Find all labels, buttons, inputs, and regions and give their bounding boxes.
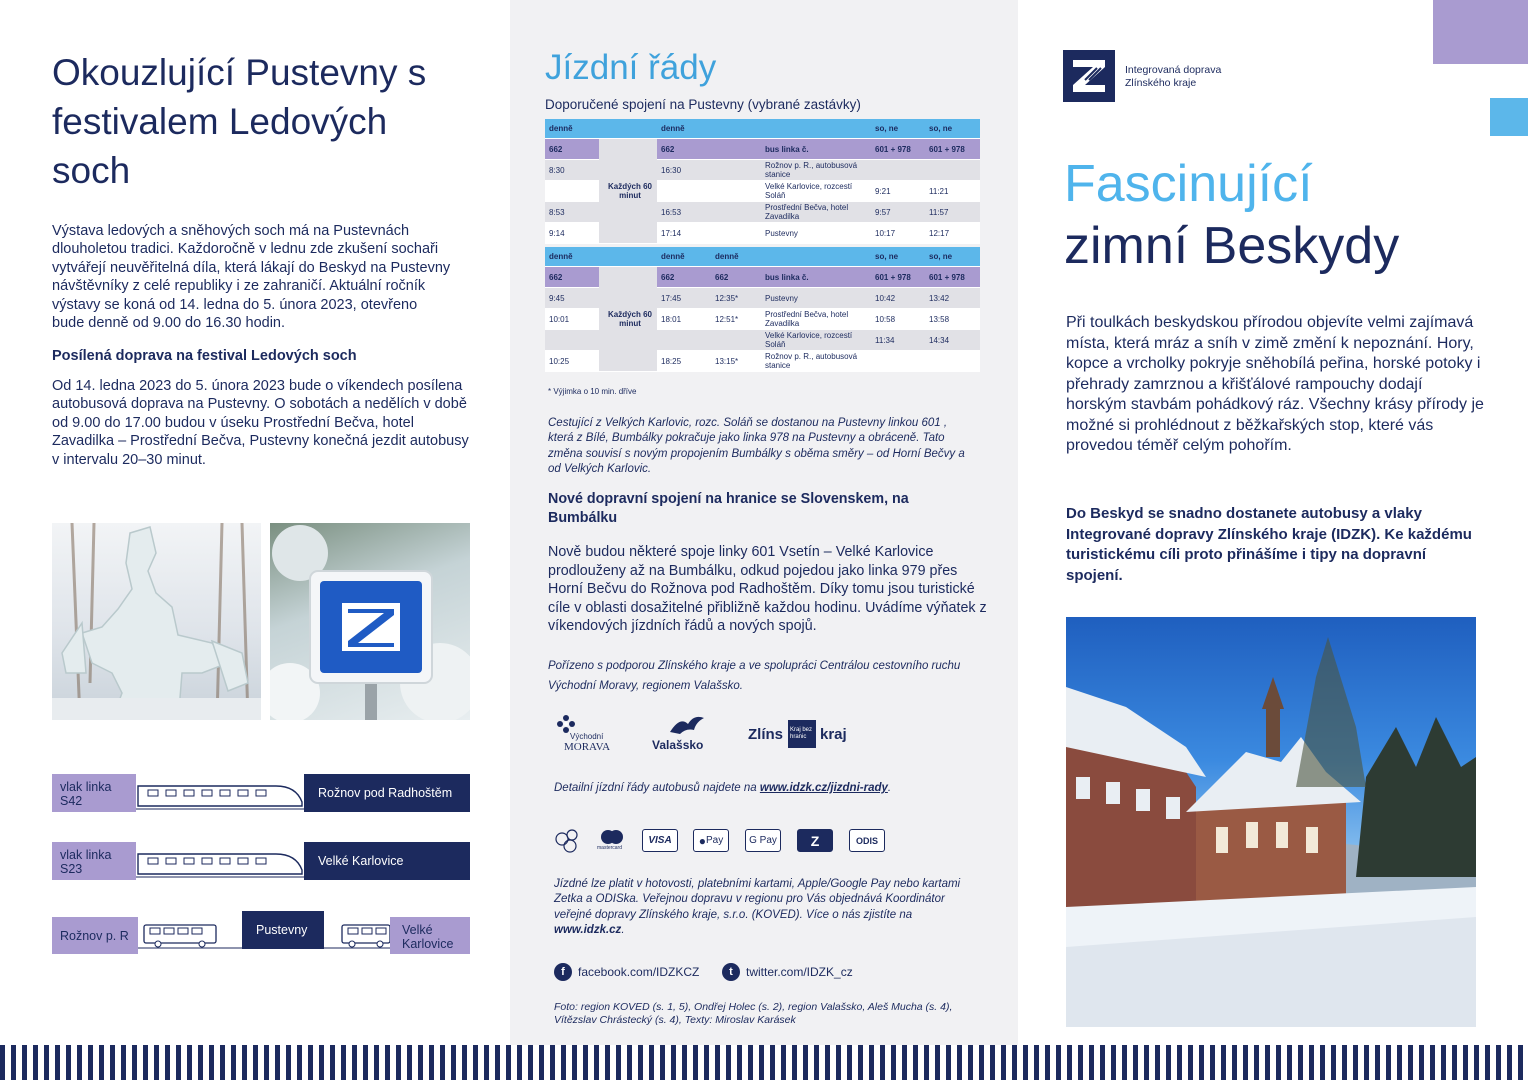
visa-icon: VISA	[642, 829, 678, 852]
route-train-s23-tag: vlak linka S23	[52, 842, 136, 880]
zetka-card-icon: Z	[797, 829, 833, 852]
facebook-label: facebook.com/IDZKCZ	[578, 965, 700, 979]
timetable-title: Jízdní řády	[545, 48, 717, 87]
table-cell: 13:15*	[711, 351, 761, 372]
train-icon	[136, 782, 304, 810]
left-transport-paragraph: Od 14. ledna 2023 do 5. února 2023 bude o víkendech posílena autobusová doprava na Pustevny. O sobotách a nedělích v době od 9.00 do 17.00 budou v úseku Prostřední Bečva, hotel Zavadilka – Prostřední Bečva, Pustevny konečná jezdit autobusy v intervalu 20–30 minut.	[52, 378, 469, 468]
table-line-row	[545, 139, 980, 160]
table-cell	[545, 181, 599, 202]
table-cell: 662	[711, 267, 761, 288]
route-destination-pustevny	[242, 911, 324, 949]
table-cell: 662	[545, 139, 599, 160]
route-destination-velke-karlovice	[304, 842, 470, 880]
route-bus-from-label: Rožnov p. R	[60, 928, 129, 943]
route-bus-from-tag	[52, 917, 138, 954]
table-cell: Prostřední Bečva, hotel Zavadilka	[761, 202, 871, 223]
photo-credits: Foto: region KOVED (s. 1, 5), Ondřej Holec (s. 2), region Valašsko, Aleš Mucha (s. 4), Vítězslav Chrástecký (s. 4), Texty: Miroslav Karásek	[554, 1001, 953, 1026]
cover-title	[1064, 153, 1504, 277]
timetable-subtitle: Doporučené spojení na Pustevny (vybrané zastávky)	[545, 97, 861, 112]
coins-icon	[554, 829, 586, 853]
bus-stop-sign-illustration	[270, 523, 470, 720]
bus-stop-sign-photo	[270, 523, 470, 720]
ice-sculpture-photo	[52, 523, 261, 720]
facebook-icon: f	[554, 963, 572, 981]
table-cell: 12:35*	[711, 288, 761, 309]
logo-text: Kraj bez hranic	[788, 720, 816, 748]
valassko-logo	[652, 714, 712, 754]
table-cell: Rožnov p. R., autobusová stanice	[761, 351, 871, 372]
table-cell: 9:57	[871, 202, 925, 223]
table-cell: 9:45	[545, 288, 599, 309]
table-cell: so, ne	[925, 247, 980, 267]
route-destination-velke-karlovice-label: Velké Karlovice	[318, 854, 404, 868]
apple-pay-label: Pay	[706, 835, 724, 846]
mastercard-icon	[597, 829, 627, 853]
table-cell	[925, 160, 980, 181]
table-cell: 14:34	[925, 330, 980, 351]
table-line-row	[545, 267, 980, 288]
logo-text: Zlíns	[748, 726, 784, 743]
table-cell: 662	[545, 267, 599, 288]
table-cell: 11:57	[925, 202, 980, 223]
table-cell: so, ne	[925, 119, 980, 139]
table-cell: denně	[545, 119, 599, 139]
table-cell: 10:25	[545, 351, 599, 372]
table-cell: 13:42	[925, 288, 980, 309]
zlinsky-kraj-logo	[748, 720, 858, 750]
table-cell: Velké Karlovice, rozcestí Soláň	[761, 330, 871, 351]
table-cell: 16:53	[657, 202, 761, 223]
table-cell: bus linka č.	[761, 267, 871, 288]
apple-pay-icon	[693, 829, 729, 852]
route-bus-to-tag: Velké Karlovice	[390, 917, 470, 954]
table-cell: 11:21	[925, 181, 980, 202]
facebook-link[interactable]	[554, 963, 699, 981]
logo-text: MORAVA	[564, 741, 611, 753]
bottom-stripe-border	[0, 1045, 1528, 1080]
train-icon	[136, 850, 304, 878]
timetable-link-text: Detailní jízdní řády autobusů najdete na	[554, 782, 757, 794]
table-cell: 13:58	[925, 309, 980, 330]
table-cell	[871, 160, 925, 181]
twitter-link[interactable]	[722, 963, 853, 981]
left-title: Okouzlující Pustevny s festivalem Ledových soch	[52, 52, 427, 191]
idzk-z-icon	[1063, 50, 1115, 102]
table-cell: 662	[657, 267, 711, 288]
bird-icon	[666, 714, 706, 738]
table-cell	[925, 351, 980, 372]
table-cell: 601 + 978	[925, 267, 980, 288]
table-cell: 10:42	[871, 288, 925, 309]
link-period: .	[887, 782, 892, 794]
payment-paragraph: Jízdné lze platit v hotovosti, platebními kartami, Apple/Google Pay nebo kartami Zetka a ODISka. Veřejnou dopravu v regionu pro Vás objednává Koordinátor veřejné dopravy Zlínského kraje, s.r.o. (KOVED). Více o nás zjistíte na www.idzk.cz.	[554, 878, 961, 937]
ice-sculpture-illustration	[52, 523, 261, 720]
table-cell: 18:01	[657, 309, 711, 330]
table-cell: 17:45	[657, 288, 711, 309]
route-train-s42-tag: vlak linka S42	[52, 774, 136, 812]
interval-cell: Každých 60 minut	[599, 267, 657, 372]
logo-text: Valašsko	[652, 738, 704, 752]
table-cell	[871, 351, 925, 372]
cover-paragraph: Při toulkách beskydskou přírodou objevíte velmi zajímavá místa, která mráz a sníh v zimě změní k nepoznání. Hory, kopce a vrcholky pokryje sněhobílá peřina, horské potoky i přehrady zamrznou a křišťálové rampouchy dodají horským stavbám pohádkový ráz. Všechny krásy přírody je možné si prohlédnout z běžkařských stop, které vás provedou téměř celým pohořím.	[1066, 314, 1484, 454]
table-cell: 9:21	[871, 181, 925, 202]
route-destination-roznov-label: Rožnov pod Radhoštěm	[318, 786, 453, 800]
slovakia-connection-heading: Nové dopravní spojení na hranice se Slovenskem, na Bumbálku	[548, 491, 909, 526]
flower-icon	[556, 714, 576, 734]
vychodni-morava-logo	[554, 714, 624, 754]
solan-connection-note: Cestující z Velkých Karlovic, rozc. Soláň se dostanou na Pustevny linkou 601 , která z Bílé, Bumbálky pokračuje jako linka 978 na Pustevny a obráceně. Tato změna souvisí s novým propojením Bumbálky s oběma směry – od Horní Bečvy a od Velkých Karlovic.	[548, 417, 965, 476]
cover-title-line2: zimní Beskydy	[1064, 217, 1400, 275]
table-cell: 10:01	[545, 309, 599, 330]
interval-cell: Každých 60 minut	[599, 139, 657, 244]
table-cell: 8:30	[545, 160, 599, 181]
table-cell: 10:17	[871, 223, 925, 244]
table-cell: Prostřední Bečva, hotel Zavadilka	[761, 309, 871, 330]
timetable-footnote: * Výjimka o 10 min. dříve	[548, 387, 637, 396]
pustevny-illustration	[1066, 617, 1476, 1027]
table-cell: Rožnov p. R., autobusová stanice	[761, 160, 871, 181]
table-cell: Velké Karlovice, rozcestí Soláň	[761, 181, 871, 202]
timetable-outbound	[545, 119, 980, 244]
payment-text: Jízdné lze platit v hotovosti, platebními kartami, Apple/Google Pay nebo kartami Zetka a ODISka. Veřejnou dopravu v regionu pro Vás objednává Koordinátor veřejné dopravy Zlínského kraje, s.r.o. (KOVED). Více o nás zjistíte na	[554, 878, 961, 921]
table-cell	[657, 330, 711, 351]
org-name-line: Integrovaná doprava	[1125, 64, 1222, 76]
twitter-label: twitter.com/IDZK_cz	[746, 965, 853, 979]
left-intro-paragraph: Výstava ledových a sněhových soch má na Pustevnách dlouholetou tradici. Každoročně v lednu zde zkušení sochaři vytvářejí neuvěřitelná díla, která lákají do Beskyd na Pustevny návštěvníky z celé republiky i ze zahraničí. Aktuální ročník výstavy se koná od 14. ledna do 5. února 2023, otevřeno bude denně od 9.00 do 16.30 hodin.	[52, 223, 451, 332]
table-cell: denně	[545, 247, 599, 267]
mastercard-label: mastercard	[597, 845, 623, 851]
table-header-row	[545, 247, 980, 267]
table-cell: 17:14	[657, 223, 761, 244]
google-pay-icon: G Pay	[745, 829, 781, 852]
timetable-link[interactable]: www.idzk.cz/jizdni-rady	[759, 782, 888, 794]
bus-icon	[324, 923, 392, 949]
table-header-row	[545, 119, 980, 139]
logo-text: Východní	[570, 732, 604, 741]
bus-icon	[138, 923, 242, 949]
table-cell: 18:25	[657, 351, 711, 372]
decor-lavender-block	[1433, 0, 1528, 64]
table-cell: so, ne	[871, 119, 925, 139]
table-cell: Pustevny	[761, 288, 871, 309]
table-cell: bus linka č.	[761, 139, 871, 160]
table-cell: 9:14	[545, 223, 599, 244]
pustevny-winter-photo	[1066, 617, 1476, 1027]
table-cell: 12:51*	[711, 309, 761, 330]
table-cell: so, ne	[871, 247, 925, 267]
table-cell: denně	[657, 119, 761, 139]
mastercard-circles	[597, 829, 627, 845]
odiska-card-icon: ODIS	[849, 829, 885, 852]
route-destination-pustevny-label: Pustevny	[256, 923, 308, 937]
twitter-icon: t	[722, 963, 740, 981]
table-cell: 662	[657, 139, 761, 160]
slovakia-connection-paragraph: Nově budou některé spoje linky 601 Vsetín – Velké Karlovice prodlouženy až na Bumbálku, odkud pojedou jako linka 979 přes Horní Bečvu do Rožnova pod Radhoštěm. Díky tomu jsou turistické cíle v oblasti dosažitelné přibližně každou hodinu. Uvádíme výňatek z víkendových jízdních řádů a nových spojů.	[548, 544, 987, 635]
table-cell: 12:17	[925, 223, 980, 244]
table-cell: 16:30	[657, 160, 761, 181]
table-cell: Pustevny	[761, 223, 871, 244]
timetable-return	[545, 247, 980, 372]
cover-title-line1: Fascinující	[1064, 155, 1313, 213]
table-cell	[711, 330, 761, 351]
table-cell: 601 + 978	[871, 139, 925, 160]
table-cell: 8:53	[545, 202, 599, 223]
table-cell: 601 + 978	[871, 267, 925, 288]
org-name-line: Zlínského kraje	[1125, 77, 1197, 89]
logo-text: kraj	[820, 726, 847, 743]
table-cell	[545, 330, 599, 351]
support-note: Pořízeno s podporou Zlínského kraje a ve spolupráci Centrálou cestovního ruchu Východní Moravy, regionem Valašsko.	[548, 660, 961, 692]
idzk-org-name	[1125, 64, 1221, 90]
table-cell: denně	[711, 247, 761, 267]
apple-icon: ●	[698, 833, 706, 848]
table-cell: 10:58	[871, 309, 925, 330]
cover-transport-paragraph: Do Beskyd se snadno dostanete autobusy a vlaky Integrované dopravy Zlínského kraje (IDZK). Ke každému turistickému cíli proto přinášíme i tipy na dopravní spojení.	[1066, 505, 1472, 584]
left-subheading: Posílená doprava na festival Ledových soch	[52, 348, 357, 364]
table-cell	[657, 181, 761, 202]
idzk-logo	[1063, 50, 1115, 102]
idzk-link[interactable]: www.idzk.cz	[554, 924, 622, 937]
table-cell: denně	[657, 247, 711, 267]
decor-blue-block	[1490, 98, 1528, 136]
timetable-link-line	[554, 782, 891, 794]
table-cell: 11:34	[871, 330, 925, 351]
route-destination-roznov	[304, 774, 470, 812]
table-cell: 601 + 978	[925, 139, 980, 160]
